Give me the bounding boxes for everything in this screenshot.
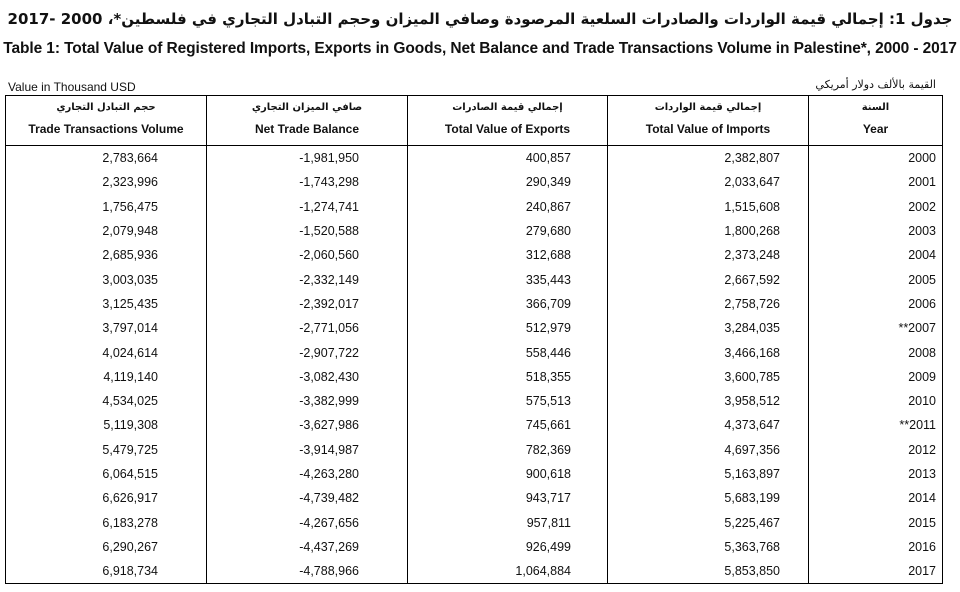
cell-year: **2011 xyxy=(809,413,943,437)
header-label-english: Net Trade Balance xyxy=(254,122,360,136)
header-label-english: Total Value of Exports xyxy=(444,122,571,136)
cell-exports: 1,064,884 xyxy=(408,559,608,584)
cell-exports: 957,811 xyxy=(408,510,608,534)
cell-year: 2015 xyxy=(809,510,943,534)
table-row xyxy=(6,219,943,243)
cell-net-balance: -1,520,588 xyxy=(207,219,408,243)
cell-year: 2000 xyxy=(809,146,943,171)
table-row xyxy=(6,438,943,462)
cell-year: 2002 xyxy=(809,195,943,219)
cell-net-balance: -3,382,999 xyxy=(207,389,408,413)
cell-net-balance: -1,274,741 xyxy=(207,195,408,219)
cell-exports: 518,355 xyxy=(408,365,608,389)
cell-year: 2016 xyxy=(809,535,943,559)
cell-net-balance: -4,739,482 xyxy=(207,486,408,510)
cell-net-balance: -1,981,950 xyxy=(207,146,408,171)
cell-trade-volume: 2,685,936 xyxy=(6,243,207,267)
cell-imports: 4,697,356 xyxy=(608,438,809,462)
cell-imports: 2,033,647 xyxy=(608,170,809,194)
cell-exports: 335,443 xyxy=(408,267,608,291)
cell-imports: 2,373,248 xyxy=(608,243,809,267)
cell-trade-volume: 3,125,435 xyxy=(6,292,207,316)
header-label-english: Trade Transactions Volume xyxy=(28,122,184,136)
cell-net-balance: -1,743,298 xyxy=(207,170,408,194)
cell-imports: 3,284,035 xyxy=(608,316,809,340)
cell-net-balance: -3,914,987 xyxy=(207,438,408,462)
cell-trade-volume: 1,756,475 xyxy=(6,195,207,219)
cell-net-balance: -2,392,017 xyxy=(207,292,408,316)
table-title-english: Table 1: Total Value of Registered Imports, Exports in Goods, Net Balance and Trade Transactions Volume in Palestine*, 2000 - 2017 xyxy=(3,40,957,57)
cell-trade-volume: 3,797,014 xyxy=(6,316,207,340)
cell-trade-volume: 5,479,725 xyxy=(6,438,207,462)
cell-exports: 745,661 xyxy=(408,413,608,437)
cell-year: 2017 xyxy=(809,559,943,584)
table-body xyxy=(6,146,943,584)
header-label-arabic: إجمالي قيمة الصادرات xyxy=(452,102,563,113)
header-row xyxy=(6,96,943,146)
header-net-balance xyxy=(207,96,408,146)
header-trade-volume xyxy=(6,96,207,146)
table-header xyxy=(6,96,943,146)
cell-net-balance: -4,437,269 xyxy=(207,535,408,559)
table-row xyxy=(6,510,943,534)
cell-imports: 3,958,512 xyxy=(608,389,809,413)
unit-label-arabic: القيمة بالألف دولار أمريكي xyxy=(815,78,936,91)
header-label-english: Year xyxy=(862,122,889,136)
cell-net-balance: -2,907,722 xyxy=(207,340,408,364)
cell-exports: 900,618 xyxy=(408,462,608,486)
table-row xyxy=(6,170,943,194)
cell-net-balance: -4,788,966 xyxy=(207,559,408,584)
cell-exports: 279,680 xyxy=(408,219,608,243)
cell-trade-volume: 6,290,267 xyxy=(6,535,207,559)
cell-trade-volume: 5,119,308 xyxy=(6,413,207,437)
cell-year: 2014 xyxy=(809,486,943,510)
table-row xyxy=(6,535,943,559)
cell-year: 2012 xyxy=(809,438,943,462)
table-row xyxy=(6,267,943,291)
cell-imports: 1,800,268 xyxy=(608,219,809,243)
cell-exports: 290,349 xyxy=(408,170,608,194)
cell-imports: 5,363,768 xyxy=(608,535,809,559)
cell-trade-volume: 2,323,996 xyxy=(6,170,207,194)
table-row xyxy=(6,316,943,340)
cell-imports: 2,667,592 xyxy=(608,267,809,291)
header-imports xyxy=(608,96,809,146)
cell-net-balance: -2,060,560 xyxy=(207,243,408,267)
cell-exports: 512,979 xyxy=(408,316,608,340)
table-title-arabic: جدول 1: إجمالي قيمة الواردات والصادرات السلعية المرصودة وصافي الميزان وحجم التبادل التجاري في فلسطين*، 2000 -2017 xyxy=(7,10,953,28)
cell-trade-volume: 6,064,515 xyxy=(6,462,207,486)
header-label-arabic: صافي الميزان التجاري xyxy=(251,102,363,113)
header-label-arabic: حجم التبادل التجاري xyxy=(56,102,156,113)
cell-exports: 400,857 xyxy=(408,146,608,171)
cell-net-balance: -3,627,986 xyxy=(207,413,408,437)
table-row xyxy=(6,559,943,584)
cell-imports: 4,373,647 xyxy=(608,413,809,437)
cell-imports: 2,382,807 xyxy=(608,146,809,171)
cell-imports: 5,683,199 xyxy=(608,486,809,510)
table-row xyxy=(6,486,943,510)
cell-exports: 366,709 xyxy=(408,292,608,316)
cell-trade-volume: 2,079,948 xyxy=(6,219,207,243)
header-label-english: Total Value of Imports xyxy=(645,122,771,136)
table-row xyxy=(6,365,943,389)
table-row xyxy=(6,340,943,364)
cell-imports: 3,600,785 xyxy=(608,365,809,389)
cell-net-balance: -3,082,430 xyxy=(207,365,408,389)
header-label-arabic: السنة xyxy=(861,102,890,113)
header-exports xyxy=(408,96,608,146)
cell-trade-volume: 6,626,917 xyxy=(6,486,207,510)
table-row xyxy=(6,195,943,219)
cell-year: 2013 xyxy=(809,462,943,486)
cell-trade-volume: 3,003,035 xyxy=(6,267,207,291)
table-row xyxy=(6,462,943,486)
cell-year: 2008 xyxy=(809,340,943,364)
cell-imports: 2,758,726 xyxy=(608,292,809,316)
header-year xyxy=(809,96,943,146)
cell-exports: 312,688 xyxy=(408,243,608,267)
cell-net-balance: -4,267,656 xyxy=(207,510,408,534)
cell-trade-volume: 4,534,025 xyxy=(6,389,207,413)
table-row xyxy=(6,292,943,316)
cell-year: 2004 xyxy=(809,243,943,267)
cell-exports: 926,499 xyxy=(408,535,608,559)
cell-trade-volume: 4,119,140 xyxy=(6,365,207,389)
table-row xyxy=(6,146,943,171)
cell-exports: 782,369 xyxy=(408,438,608,462)
cell-year: 2006 xyxy=(809,292,943,316)
cell-year: **2007 xyxy=(809,316,943,340)
table-row xyxy=(6,413,943,437)
cell-imports: 3,466,168 xyxy=(608,340,809,364)
cell-trade-volume: 4,024,614 xyxy=(6,340,207,364)
cell-trade-volume: 6,918,734 xyxy=(6,559,207,584)
table-row xyxy=(6,243,943,267)
cell-exports: 943,717 xyxy=(408,486,608,510)
cell-year: 2001 xyxy=(809,170,943,194)
cell-net-balance: -2,332,149 xyxy=(207,267,408,291)
cell-trade-volume: 2,783,664 xyxy=(6,146,207,171)
cell-imports: 5,853,850 xyxy=(608,559,809,584)
cell-year: 2005 xyxy=(809,267,943,291)
unit-label-english: Value in Thousand USD xyxy=(8,80,136,94)
cell-exports: 240,867 xyxy=(408,195,608,219)
cell-trade-volume: 6,183,278 xyxy=(6,510,207,534)
cell-year: 2003 xyxy=(809,219,943,243)
cell-year: 2010 xyxy=(809,389,943,413)
cell-exports: 558,446 xyxy=(408,340,608,364)
cell-imports: 5,225,467 xyxy=(608,510,809,534)
header-label-arabic: إجمالي قيمة الواردات xyxy=(654,102,762,113)
table-row xyxy=(6,389,943,413)
cell-net-balance: -2,771,056 xyxy=(207,316,408,340)
trade-table xyxy=(5,95,943,584)
cell-net-balance: -4,263,280 xyxy=(207,462,408,486)
cell-year: 2009 xyxy=(809,365,943,389)
cell-imports: 5,163,897 xyxy=(608,462,809,486)
cell-imports: 1,515,608 xyxy=(608,195,809,219)
cell-exports: 575,513 xyxy=(408,389,608,413)
